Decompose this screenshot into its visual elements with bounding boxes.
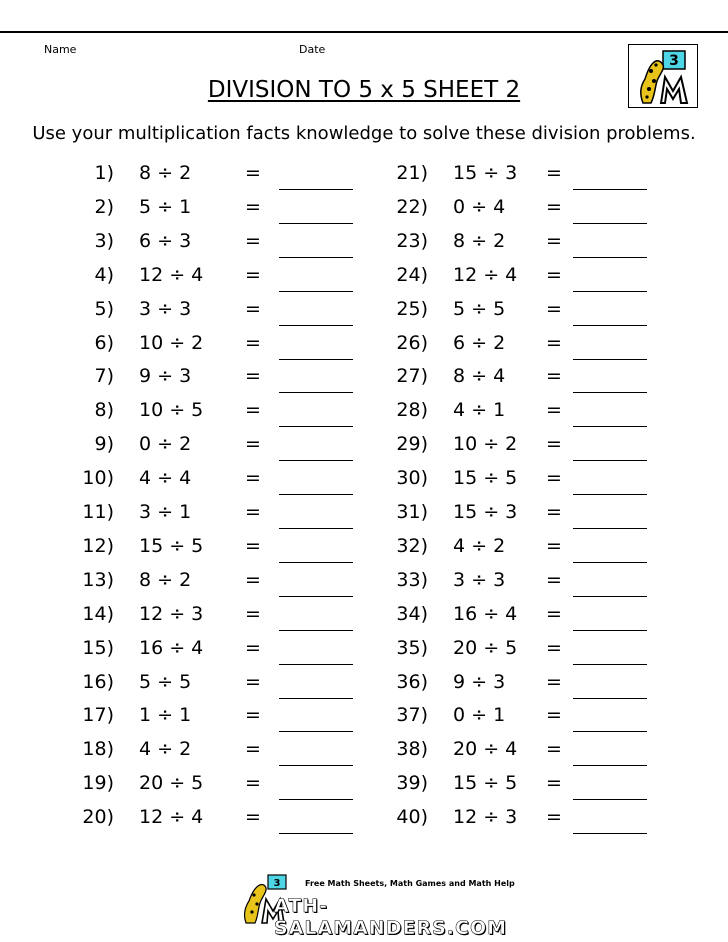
problem-expression: 0 ÷ 1 [453,704,506,727]
problem-number: 2) [94,195,114,218]
answer-blank[interactable] [573,392,647,393]
answer-blank[interactable] [573,223,647,224]
problem-expression: 8 ÷ 4 [453,365,506,388]
date-label: Date [299,43,326,56]
problem-expression: 15 ÷ 5 [453,467,518,490]
problem-row [0,804,728,838]
problem-number: 17) [82,704,114,727]
problem-expression: 9 ÷ 3 [139,365,192,388]
answer-blank[interactable] [573,799,647,800]
problem-expression: 12 ÷ 4 [139,806,204,829]
problem-number: 27) [396,365,428,388]
equals-sign: = [546,162,562,184]
problem-expression: 5 ÷ 5 [139,670,192,693]
equals-sign: = [546,636,562,659]
problem-expression: 6 ÷ 2 [453,331,506,354]
equals-sign: = [546,297,562,320]
answer-blank[interactable] [573,630,647,631]
problem-row [0,567,728,601]
problem-expression: 3 ÷ 3 [139,297,192,320]
answer-blank[interactable] [573,494,647,495]
equals-sign: = [546,534,562,557]
equals-sign: = [245,738,261,761]
equals-sign: = [546,806,562,829]
problem-number: 39) [396,772,428,795]
problem-row [0,330,728,364]
answer-blank[interactable] [573,765,647,766]
problem-expression: 9 ÷ 3 [453,670,506,693]
equals-sign: = [245,467,261,490]
equals-sign: = [546,399,562,422]
answer-blank[interactable] [573,664,647,665]
problem-number: 40) [396,806,428,829]
problem-expression: 15 ÷ 5 [139,534,204,557]
problem-expression: 4 ÷ 4 [139,467,192,490]
equals-sign: = [546,602,562,625]
answer-blank[interactable] [573,359,647,360]
problem-row [0,736,728,770]
problem-expression: 20 ÷ 5 [139,772,204,795]
problem-row [0,770,728,804]
answer-blank[interactable] [573,833,647,834]
problem-expression: 4 ÷ 2 [453,534,506,557]
problem-expression: 10 ÷ 2 [139,331,204,354]
equals-sign: = [546,738,562,761]
top-rule [0,31,728,33]
equals-sign: = [245,433,261,456]
equals-sign: = [245,602,261,625]
problem-expression: 12 ÷ 3 [453,806,518,829]
problem-number: 16) [82,670,114,693]
problem-number: 31) [396,501,428,523]
problem-number: 10) [82,467,114,490]
problem-number: 4) [94,263,114,286]
problem-number: 36) [396,670,428,693]
problem-row [0,499,728,533]
problem-number: 23) [396,229,428,252]
footer-badge-number: 3 [273,878,281,889]
problem-expression: 20 ÷ 5 [453,636,518,659]
answer-blank[interactable] [573,698,647,699]
equals-sign: = [245,162,261,184]
problem-row [0,262,728,296]
problem-number: 12) [82,534,114,557]
problem-number: 28) [396,399,428,422]
problem-row [0,669,728,703]
answer-blank[interactable] [573,596,647,597]
problem-number: 33) [396,568,428,591]
equals-sign: = [546,195,562,218]
problem-number: 25) [396,297,428,320]
problem-row [0,160,728,194]
problem-number: 1) [94,162,114,184]
equals-sign: = [546,263,562,286]
problem-row [0,601,728,635]
problem-row [0,228,728,262]
problem-expression: 5 ÷ 1 [139,195,192,218]
problem-expression: 8 ÷ 2 [453,229,506,252]
answer-blank[interactable] [573,460,647,461]
equals-sign: = [546,229,562,252]
equals-sign: = [245,195,261,218]
equals-sign: = [546,501,562,523]
equals-sign: = [245,365,261,388]
problem-expression: 3 ÷ 3 [453,568,506,591]
problem-number: 30) [396,467,428,490]
problem-number: 13) [82,568,114,591]
problem-expression: 20 ÷ 4 [453,738,518,761]
problem-number: 6) [94,331,114,354]
equals-sign: = [245,568,261,591]
equals-sign: = [546,467,562,490]
problem-number: 3) [94,229,114,252]
answer-blank[interactable] [573,528,647,529]
problem-number: 38) [396,738,428,761]
problem-number: 22) [396,195,428,218]
problem-row [0,397,728,431]
equals-sign: = [546,772,562,795]
answer-blank[interactable] [573,325,647,326]
problem-number: 11) [82,501,114,523]
equals-sign: = [546,365,562,388]
problem-row [0,635,728,669]
problem-number: 20) [82,806,114,829]
problem-number: 26) [396,331,428,354]
equals-sign: = [245,772,261,795]
problem-number: 9) [94,433,114,456]
problem-expression: 10 ÷ 5 [139,399,204,422]
problem-number: 37) [396,704,428,727]
answer-blank[interactable] [573,426,647,427]
equals-sign: = [546,704,562,727]
equals-sign: = [546,568,562,591]
equals-sign: = [245,229,261,252]
problem-number: 34) [396,602,428,625]
problem-number: 5) [94,297,114,320]
problem-row [0,431,728,465]
problem-expression: 15 ÷ 3 [453,162,518,184]
equals-sign: = [245,297,261,320]
equals-sign: = [245,534,261,557]
name-label: Name [44,43,77,56]
footer-site-name: ATH-SALAMANDERS.COM [274,895,507,939]
problem-expression: 16 ÷ 4 [139,636,204,659]
answer-blank[interactable] [573,562,647,563]
instructions: Use your multiplication facts knowledge to solve these division problems. [32,123,696,144]
equals-sign: = [546,670,562,693]
logo-badge-number: 3 [669,53,679,69]
footer [238,873,518,939]
problem-expression: 6 ÷ 3 [139,229,192,252]
equals-sign: = [245,806,261,829]
problem-row [0,296,728,330]
problem-expression: 3 ÷ 1 [139,501,192,523]
answer-blank[interactable] [573,731,647,732]
problem-number: 29) [396,433,428,456]
problem-expression: 5 ÷ 5 [453,297,506,320]
equals-sign: = [245,636,261,659]
equals-sign: = [245,704,261,727]
answer-blank[interactable] [573,257,647,258]
equals-sign: = [245,670,261,693]
problem-expression: 4 ÷ 1 [453,399,506,422]
problem-row [0,363,728,397]
problem-expression: 1 ÷ 1 [139,704,192,727]
problem-row [0,702,728,736]
problem-number: 7) [94,365,114,388]
problem-expression: 10 ÷ 2 [453,433,518,456]
problem-expression: 8 ÷ 2 [139,162,192,184]
problem-number: 14) [82,602,114,625]
equals-sign: = [245,399,261,422]
problem-row [0,533,728,567]
problem-expression: 12 ÷ 4 [453,263,518,286]
page-title: DIVISION TO 5 x 5 SHEET 2 [207,77,521,103]
problem-expression: 15 ÷ 3 [453,501,518,523]
problem-number: 32) [396,534,428,557]
problem-number: 24) [396,263,428,286]
problem-expression: 0 ÷ 2 [139,433,192,456]
footer-tagline: Free Math Sheets, Math Games and Math Help [305,879,515,888]
problem-number: 15) [82,636,114,659]
equals-sign: = [245,331,261,354]
answer-blank[interactable] [573,291,647,292]
problem-expression: 12 ÷ 3 [139,602,204,625]
problem-number: 18) [82,738,114,761]
problem-number: 21) [396,162,428,184]
problem-expression: 12 ÷ 4 [139,263,204,286]
problem-expression: 0 ÷ 4 [453,195,506,218]
problem-number: 35) [396,636,428,659]
problem-number: 8) [94,399,114,422]
problem-expression: 4 ÷ 2 [139,738,192,761]
equals-sign: = [245,263,261,286]
problem-number: 19) [82,772,114,795]
equals-sign: = [245,501,261,523]
problem-row [0,465,728,499]
answer-blank[interactable] [573,189,647,190]
problem-expression: 8 ÷ 2 [139,568,192,591]
equals-sign: = [546,433,562,456]
problem-row [0,194,728,228]
problem-expression: 16 ÷ 4 [453,602,518,625]
equals-sign: = [546,331,562,354]
problem-expression: 15 ÷ 5 [453,772,518,795]
